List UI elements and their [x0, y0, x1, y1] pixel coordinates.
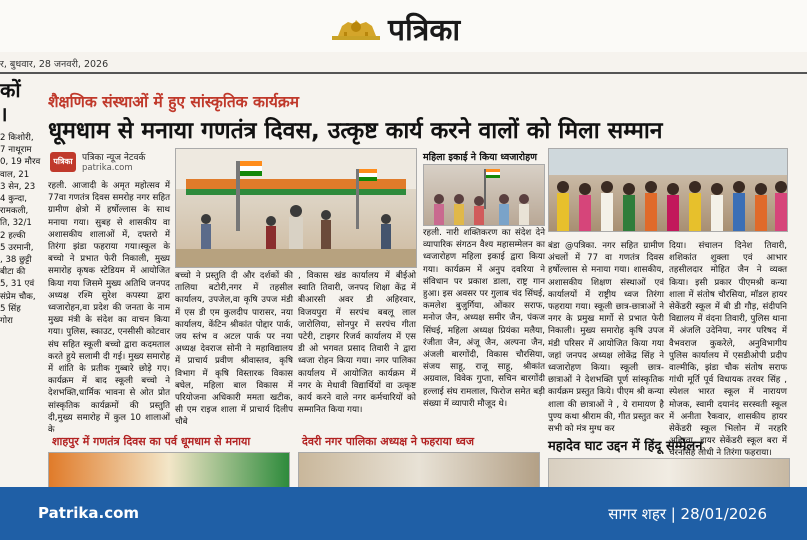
left-column-line: 3 सेन, 23	[0, 181, 36, 192]
left-column-line: , 38 छुट्टी	[0, 255, 32, 266]
story3-text-b: दिया। संचालन दिनेश तिवारी, शशिकांत शुक्ला एवं आभार तहसीलदार मोहित जैन ने व्यक्त किया। इसी प्रकार पीएमश्री कन्या शाला में संतोष चौरसिया, मॉडल हायर सेकेंडरी स्कूल में बी डी गौड़, संदीपनि विद्यालय में वंदना तिवारी, पुलिस थाना में अंजलि उदेनिया, नगर परिषद में वैभवराज कुकरेले, अनुविभागीय पुलिस कार्यालय में एसडीओपी प्रदीप वाल्मीकि, झंडा चौक संतोष सराफ गांधी मूर्ति पूर्व विधायक तरवर सिंह , स्पेशल भारत स्कूल में नारायण मोजक, स्वामी दयानंद सरस्वती स्कूल में अनीता रैकवार, शासकीय हायर सेकेंडरी स्कूल भिलोन में नरहरि अहिरवा, हायर सेकेंडरी स्कूल बरा में चरनसिंह लोधी ने तिरंगा फहराया।	[669, 241, 787, 459]
bottom-head-shahpur: शाहपुर में गणतंत्र दिवस का पर्व धूमधाम से मनाया	[52, 435, 251, 448]
footer-site[interactable]: Patrika.com	[38, 504, 140, 522]
article-column-2: बच्चो ने प्रस्तुति दी और दर्शकों की तालिया बटोरी,नगर में तहसील कार्यालय, उपजेल,वा कृषि उपज मंडी में एस डी एम कुलदीप पारासर, नया कार्यालय, केंटिन श्रीकांत पोद्दार पार्क, जय स्तंभ व अटल पार्क पर नया अध्यक्ष देवराज सोनी ने महाविद्यालय में प्राचार्य प्रवीण श्रीवास्तव, कृषि विभाग में कृषि विस्तारक विकास बघेल, महिला बाल विकास में परियोजना अधिकारी ममता खटीक, सी एम राइज शाला में प्राचार्य दिलीप चौबे	[175, 271, 293, 428]
left-column-line: 2 हल्की	[0, 230, 26, 241]
bottom-head-mahadev: महादेव घाट उद्दन में हिंदू सम्मेलन	[548, 439, 703, 454]
left-column-line: बीटा की	[0, 267, 26, 278]
left-column-line: संप्रेम चौक,	[0, 291, 36, 302]
masthead-rule	[0, 72, 807, 74]
byline	[50, 150, 145, 173]
parade-photo	[175, 148, 417, 268]
story2-head: महिला इकाई ने किया ध्वजारोहण	[423, 152, 538, 163]
left-headline-fragment: कों ।	[0, 78, 21, 126]
parade-photo-illustration	[176, 149, 416, 267]
left-column-line: 4 कुन्दा,	[0, 194, 27, 205]
dateline: र, बुधवार, 28 जनवरी, 2026	[0, 59, 109, 70]
article-kicker: शैक्षणिक संस्थाओं में हुए सांस्कृतिक कार्यक्रम	[48, 93, 300, 111]
left-column-line: 5, 31 एवं	[0, 279, 35, 290]
story2-photo	[423, 164, 545, 226]
story3-photo-illustration	[549, 149, 787, 231]
byline-network: पत्रिका न्यूज नेटवर्क	[82, 153, 146, 163]
left-column-line: गोरा	[0, 316, 13, 327]
shahpur-photo	[48, 452, 290, 489]
article-column-3: , विकास खंड कार्यालय में बीईओ स्वाति तिवारी, जनपद शिक्षा केंद्र में बीआरसी अवर डी अहिरवार, विजयपुरा में सरपंच बबलू लाल जारोलिया, सोनपुर में सरपंच गीता पटेरी, टाइगर रिजर्व कार्यालय में एस डी ओ भगवत प्रसाद तिवारी ने द्वारा ध्वजा रोहन किया गया। नगर पालिका कार्यालय में आयोजित कार्यक्रम में नगर के मेधावी विद्यार्थियों वा उत्कृष्ट कार्य करने वाले नगर कर्मचारियों को सम्मानित किया गया।	[298, 271, 416, 416]
left-column-line: 5 उरमानी,	[0, 242, 34, 253]
story3-text-a: बंडा @पत्रिका. नगर सहित ग्रामीण अंचलों में 77 वा गणतंत्र दिवस हर्षोल्लास से मनाया गया। शासकीय, अशासकीय शिक्षण संस्थाओं एवं कार्यालयों में राष्ट्रीय ध्वज तिरंगा फहराया गया। स्कूली छात्र-छात्राओं ने नगर के प्रमुख मार्गो से प्रभात फेरी निकाली। मुख्य समारोह कृषि उपज मंडी परिसर में आयोजित किया गया जहां जनपद अध्यक्ष लोकेंद्र सिंह ने ध्वजारोहण किया। स्कूली छात्र-छात्राओं ने देशभक्ति पूर्ण सांस्कृतिक कार्यक्रम प्रस्तुत किये। पीएम श्री कन्या शाला की छात्राओं ने , ये रामायण है पुण्य कथा श्रीराम की, गीत प्रस्तुत कर सभी को मंत्र मुग्ध कर	[548, 241, 664, 435]
left-column-lines	[0, 132, 40, 327]
story3-photo	[548, 148, 788, 232]
footer-bar	[0, 487, 807, 540]
article-headline: धूमधाम से मनाया गणतंत्र दिवस, उत्कृष्ट कार्य करने वालों को मिला सम्मान	[48, 118, 663, 144]
story2-text: रहली. नारी शक्तिकरण का संदेश देने व्यापारिक संगठन वैश्य महासम्मेलन का ध्वजारोहण महिला इकाई द्वारा किया गया। कार्यक्रम में अनुप दवरिया ने संविधान पर प्रकाश डाला, राष्ट्र गान हुआ। इस अवसर पर गुलाब चंद सिंघई, कमलेश बुजुर्गिया, ओंकार सराफ, मनोज जैन, अध्यक्ष समीर जैन, पंकज सिंघई, महिला अध्यक्ष प्रियंका मलैया, रंजीता जैन, अंजू जैन, अल्पना जैन, अंजली बारगोंदी, विकास चौरसिया, संजय साहू, राजू साहू, श्रीकांत अग्रवाल, विवेक गुप्ता, सचिन बारगोंदी हल्लाई संघ रामलाल, फिरोज समेत बड़ी संख्या में व्यापारी मौजूद थे।	[423, 228, 545, 409]
deori-photo	[298, 452, 540, 489]
masthead	[0, 0, 807, 70]
left-column-line: वाल, 21	[0, 169, 30, 180]
story2-photo-illustration	[424, 165, 544, 225]
left-column-line: रामकली,	[0, 206, 29, 217]
left-column-line: 0, 19 मौरव	[0, 157, 41, 168]
mahadev-photo	[548, 458, 790, 489]
patrika-logo	[330, 8, 460, 49]
left-cut-column	[0, 78, 40, 487]
footer-edition: सागर शहर | 28/01/2026	[608, 505, 767, 523]
left-column-line: 7 नाथूराम	[0, 145, 32, 156]
byline-site: patrika.com	[82, 163, 133, 173]
patrika-badge: पत्रिका	[50, 152, 76, 172]
logo-text: पत्रिका	[388, 13, 461, 48]
left-column-line: 5 सिंह	[0, 303, 21, 314]
bottom-head-deori: देवरी नगर पालिका अध्यक्ष ने फहराया ध्वज	[302, 435, 475, 448]
article-column-1: रहली. आजादी के अमृत महोत्सव में 77वा गणतंत्र दिवस समरोह नगर सहित ग्रामीण क्षेत्रो में हर्षोल्लास के साथ मनाया गया। सुबह से शासकीय वा अशासकीय शालाओं में, दफ्तरो में तिरंगा झंडा फहराया गया।स्कूल के बच्चो ने प्रभात फेरी निकाली, मुख्य समारोह कृषक स्टेडियम में आयोजित किया गया जिसमे मुख्य अतिथि जनपद अध्यक्ष रश्मि सुरेश कपस्या द्वारा ध्वजारोहन,वा प्रदेश की जनता के नाम मुख्य मंत्री के संदेश का वाचन किया गया। पुलिस, स्काउट, एनसीसी कोटवार संघ सहित स्कूली बच्चो द्वारा कदमताल करते हुये सलामी दी गई। मुख्य समारोह में शांति के प्रतीक गुब्बारे छोड़े गए। कार्यक्रम में बाद स्कूली बच्चो ने देशभक्ति,धार्मिक भावना से ओत प्रोत सांस्कृतिक कार्यक्रमों की प्रस्तुति दी,मुख्य समारोह में कुल 10 शालाओं के	[48, 181, 170, 436]
left-column-line: 2 किशोरी,	[0, 133, 34, 143]
lion-logo-icon	[330, 14, 382, 44]
left-column-line: ति, 32/1	[0, 218, 32, 229]
